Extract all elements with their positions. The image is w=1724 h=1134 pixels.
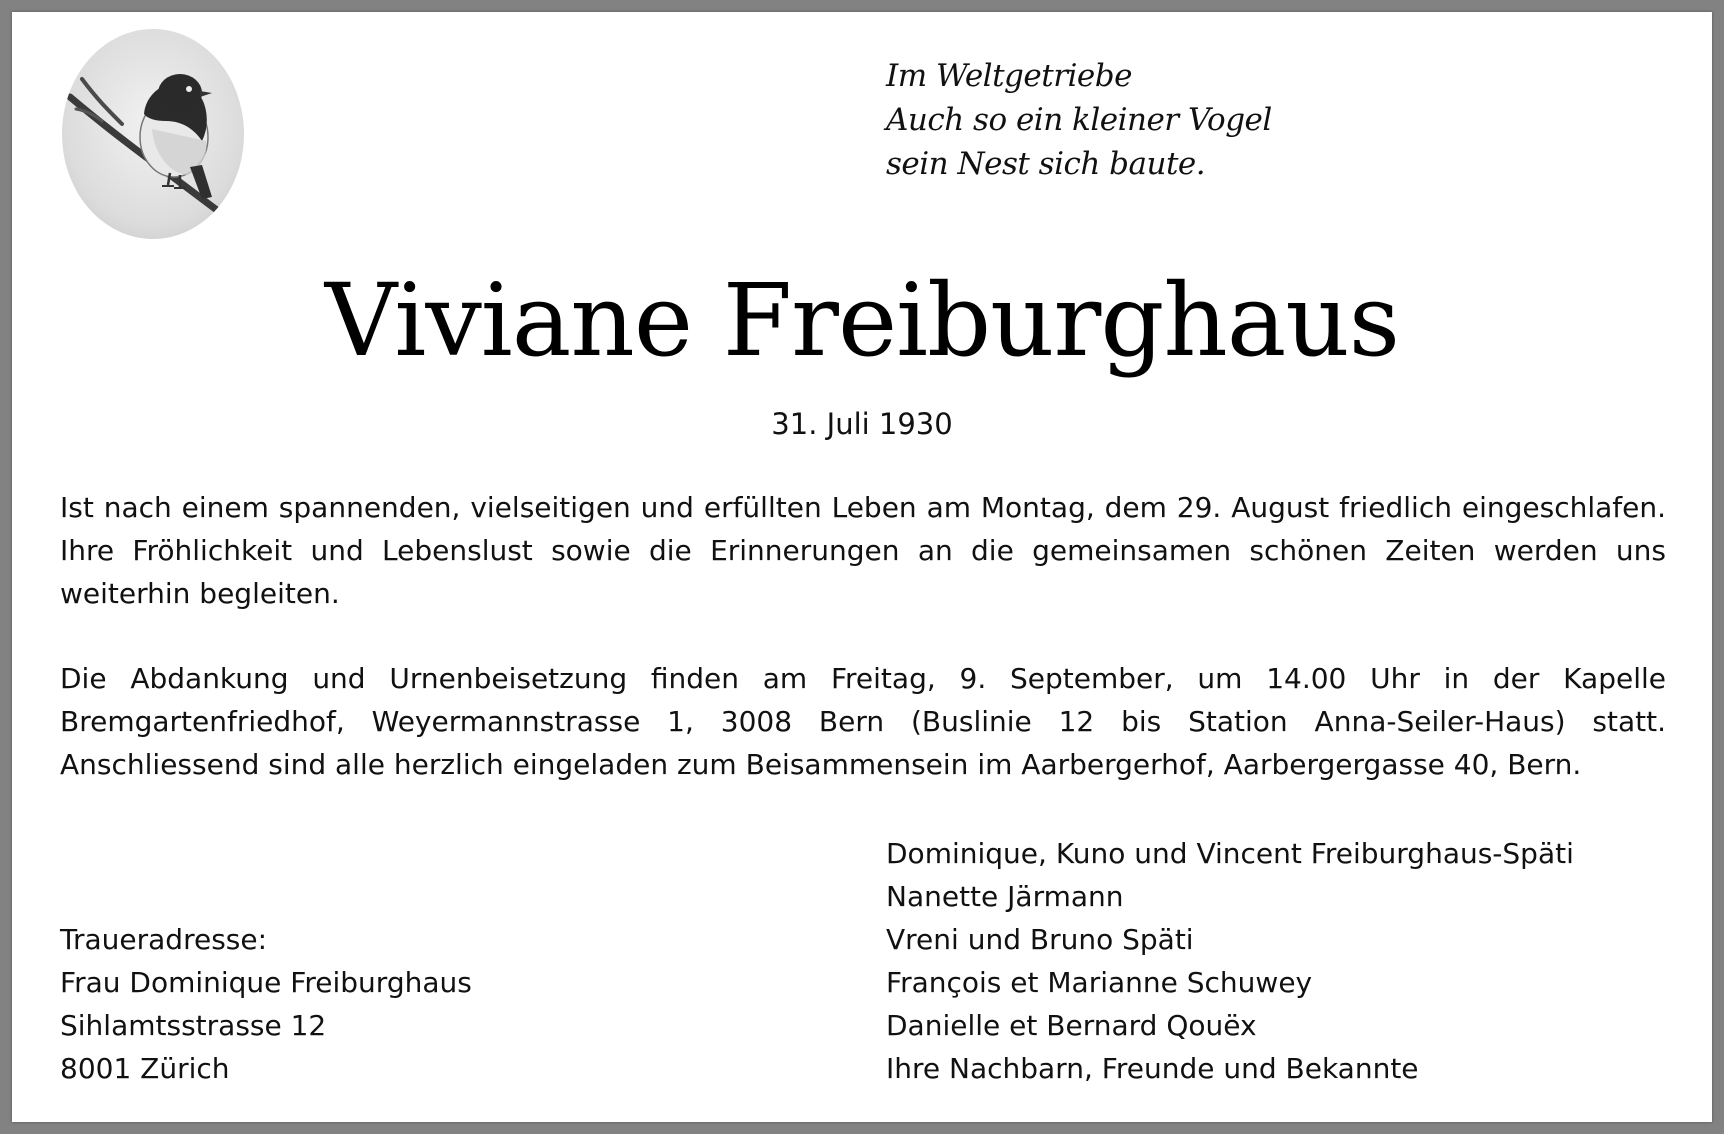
mourner: Dominique, Kuno und Vincent Freiburghaus-Späti <box>886 837 1574 870</box>
poem-line: Im Weltgetriebe <box>886 58 1132 94</box>
birth-date: 31. Juli 1930 <box>771 407 953 441</box>
poem <box>886 54 1272 186</box>
mourning-address-line: Frau Dominique Freiburghaus <box>60 966 472 999</box>
mourner: Vreni und Bruno Späti <box>886 923 1194 956</box>
deceased-name: Viviane Freiburghaus <box>324 262 1400 379</box>
ceremony-paragraph: Die Abdankung und Urnenbeisetzung finden am Freitag, 9. September, um 14.00 Uhr in der Kapelle Bremgartenfriedhof, Weyermannstrasse 1, 3008 Bern (Buslinie 12 bis Station Anna-Seiler-Haus) statt. Anschliessend sind alle herzlich eingeladen zum Beisammensein im Aarbergerhof, Aarbergergasse 40, Bern. <box>60 662 1666 781</box>
mourning-address <box>60 918 472 1090</box>
mourners-list <box>886 832 1574 1090</box>
poem-line: Auch so ein kleiner Vogel <box>886 102 1272 138</box>
obituary-notice <box>12 12 1712 1122</box>
mourning-address-line: Sihlamtsstrasse 12 <box>60 1009 327 1042</box>
mourner: Ihre Nachbarn, Freunde und Bekannte <box>886 1052 1419 1085</box>
mourning-address-line: 8001 Zürich <box>60 1052 230 1085</box>
mourner: Nanette Järmann <box>886 880 1124 913</box>
body-paragraph: Ist nach einem spannenden, vielseitigen und erfüllten Leben am Montag, dem 29. August friedlich eingeschlafen. Ihre Fröhlichkeit und Lebenslust sowie die Erinnerungen an die gemeinsamen schönen Zeiten werden uns weiterhin begleiten. <box>60 491 1666 610</box>
bird-on-branch-icon <box>62 29 244 239</box>
mourning-address-heading: Traueradresse: <box>60 923 268 956</box>
poem-line: sein Nest sich baute. <box>886 146 1206 182</box>
mourner: Danielle et Bernard Qouëx <box>886 1009 1257 1042</box>
mourner: François et Marianne Schuwey <box>886 966 1313 999</box>
